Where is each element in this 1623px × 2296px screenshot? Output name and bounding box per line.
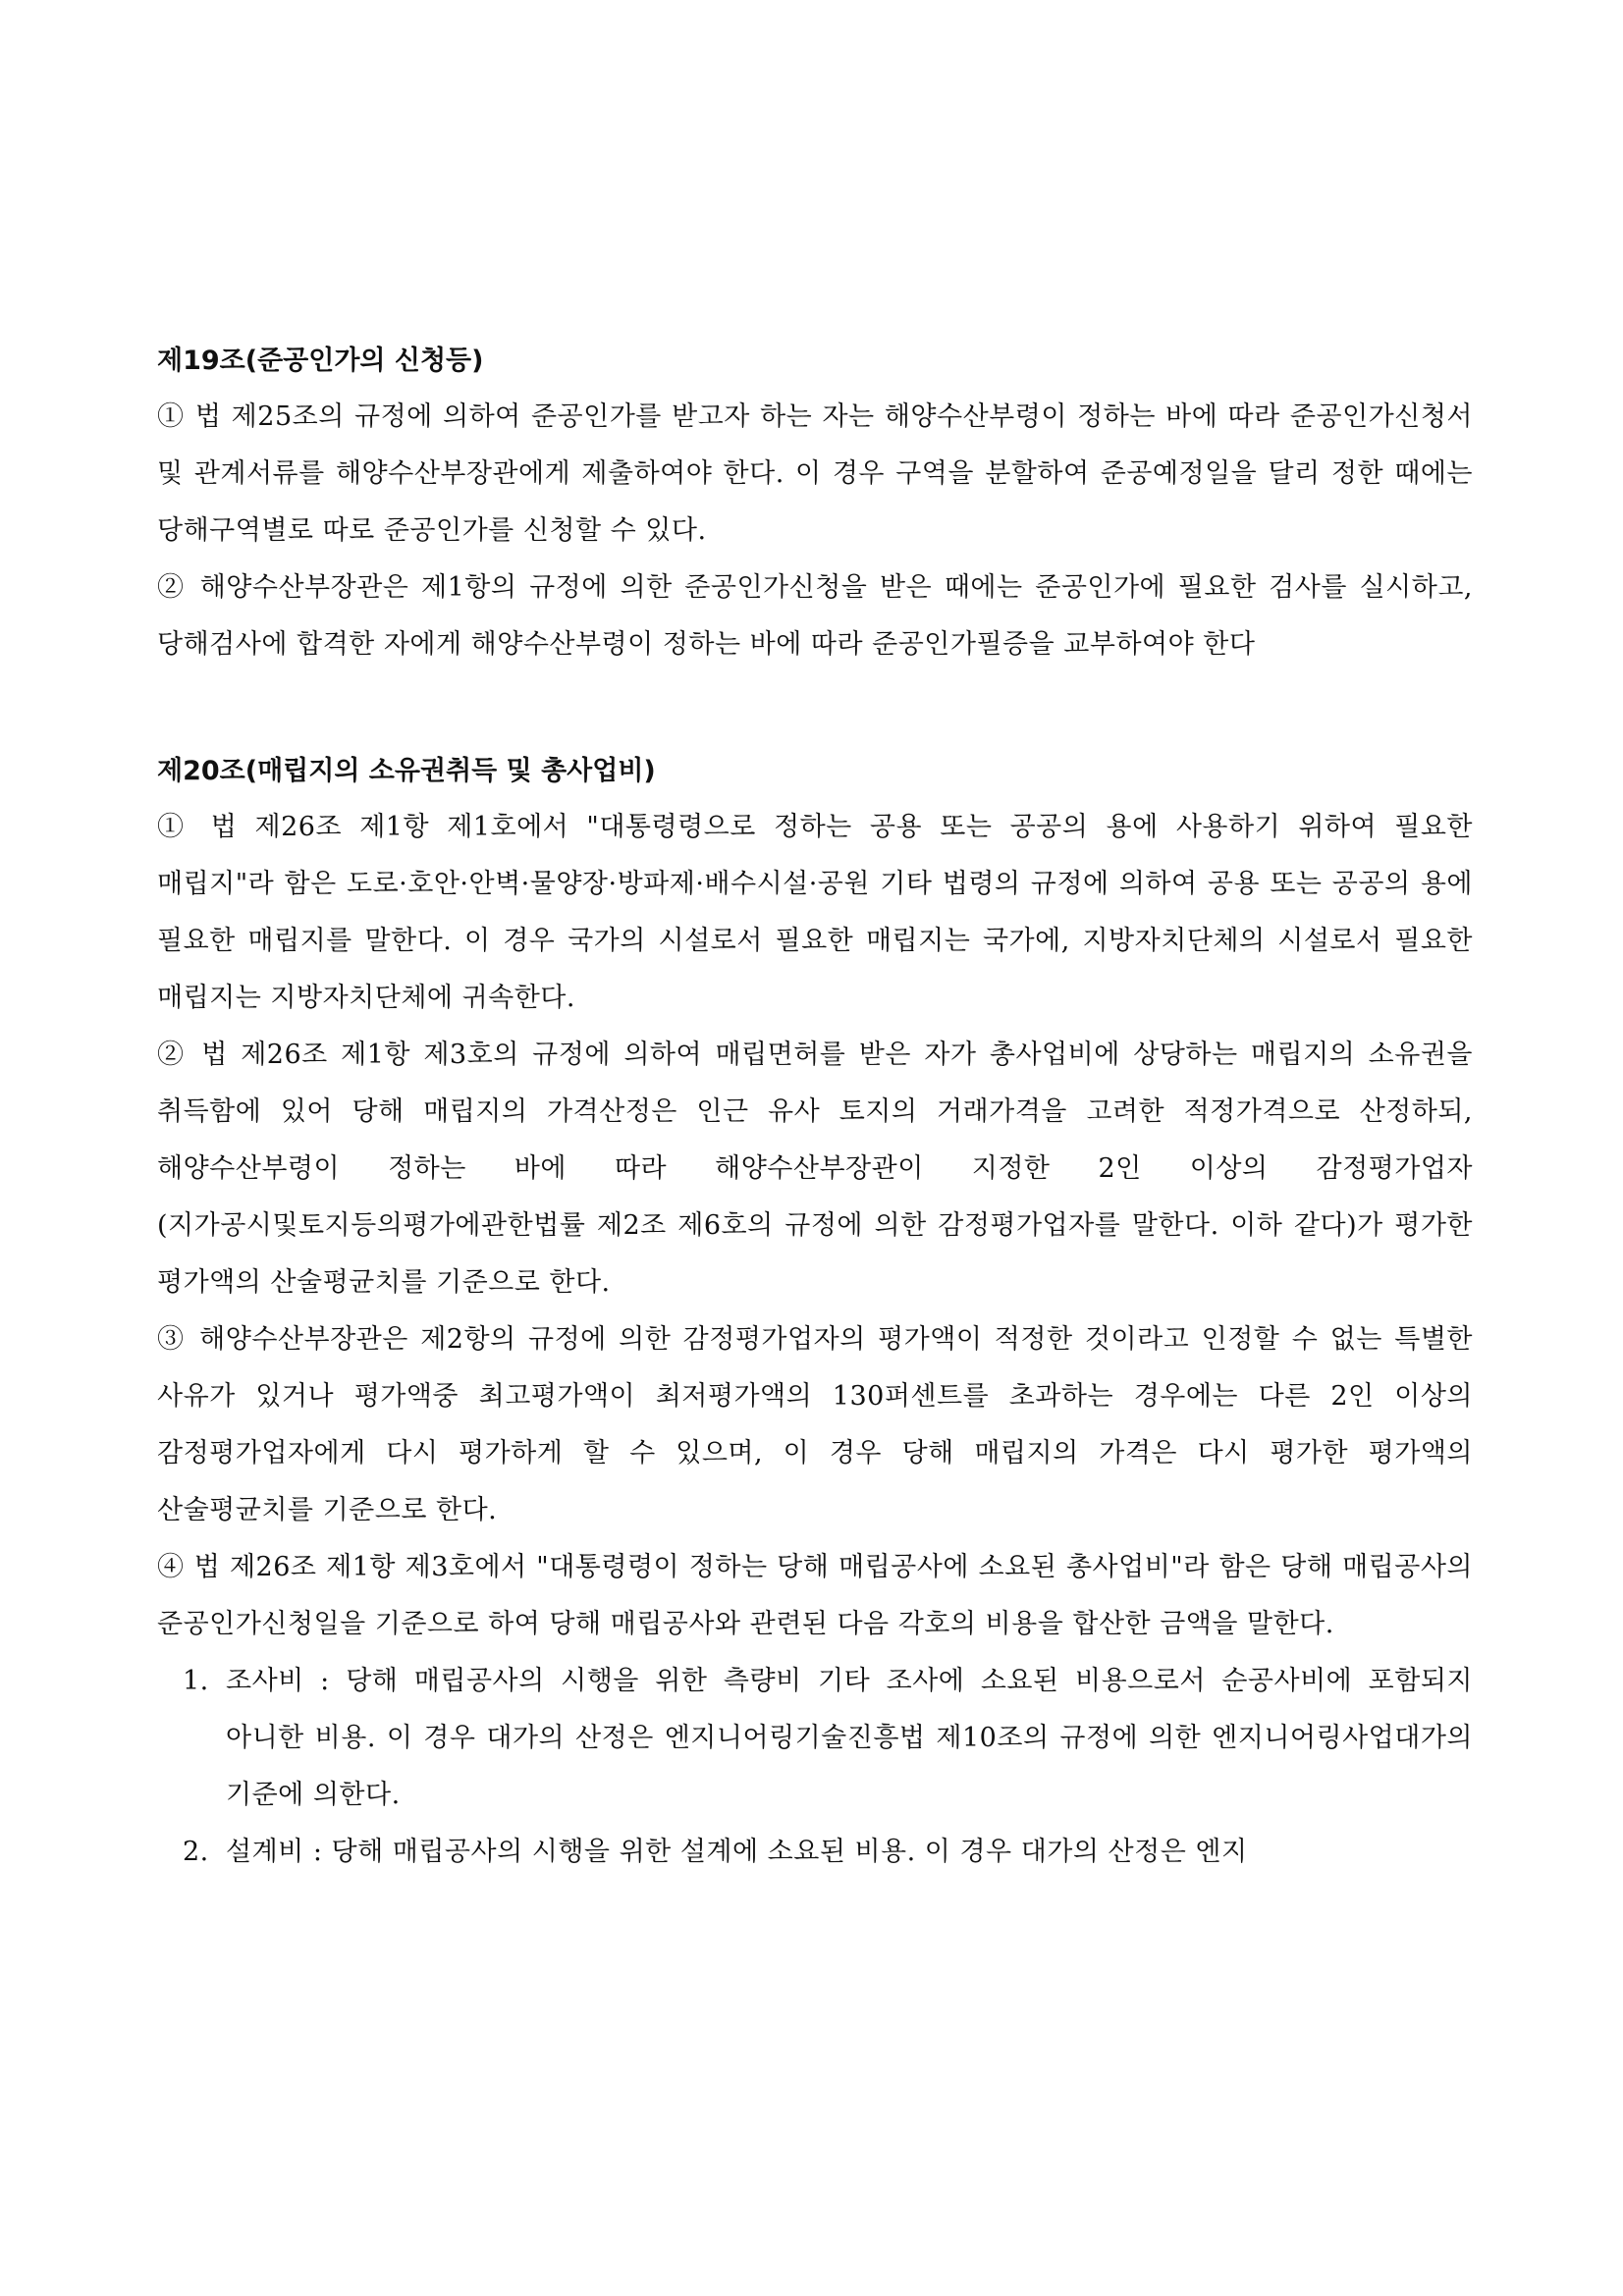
list-item <box>157 1824 1473 1881</box>
article-paragraph: ① 법 제26조 제1항 제1호에서 "대통령령으로 정하는 공용 또는 공공의 용에 사용하기 위하여 필요한 매립지"라 함은 도로·호안·안벽·물양장·방파제·배수시설·공원 기타 법령의 규정에 의하여 공용 또는 공공의 용에 필요한 매립지를 말한다. 이 경우 국가의 시설로서 필요한 매립지는 국가에, 지방자치단체의 시설로서 필요한 매립지는 지방자치단체에 귀속한다. <box>157 812 1473 1013</box>
list-item <box>157 1653 1473 1824</box>
article-heading: 제20조(매립지의 소유권취득 및 총사업비) <box>157 756 656 786</box>
article-paragraph: ① 법 제25조의 규정에 의하여 준공인가를 받고자 하는 자는 해양수산부령이 정하는 바에 따라 준공인가신청서 및 관계서류를 해양수산부장관에게 제출하여야 한다. 이 경우 구역을 분할하여 준공예정일을 달리 정한 때에는 당해구역별로 따로 준공인가를 신청할 수 있다. <box>157 401 1473 546</box>
list-item-number: 2. <box>183 1837 209 1867</box>
numbered-list <box>157 1653 1473 1881</box>
article-heading: 제19조(준공인가의 신청등) <box>157 346 484 376</box>
document-page <box>157 334 1473 1881</box>
article-19 <box>157 334 1473 673</box>
list-item-text: 설계비 : 당해 매립공사의 시행을 위한 설계에 소요된 비용. 이 경우 대가의 산정은 엔지 <box>226 1837 1248 1867</box>
article-paragraph: ④ 법 제26조 제1항 제3호에서 "대통령령이 정하는 당해 매립공사에 소요된 총사업비"라 함은 당해 매립공사의 준공인가신청일을 기준으로 하여 당해 매립공사와 관련된 다음 각호의 비용을 합산한 금액을 말한다. <box>157 1552 1473 1639</box>
article-20 <box>157 744 1473 1881</box>
list-item-number: 1. <box>183 1666 209 1696</box>
article-paragraph: ② 해양수산부장관은 제1항의 규정에 의한 준공인가신청을 받은 때에는 준공인가에 필요한 검사를 실시하고, 당해검사에 합격한 자에게 해양수산부령이 정하는 바에 따라 준공인가필증을 교부하여야 한다 <box>157 572 1473 660</box>
article-paragraph: ② 법 제26조 제1항 제3호의 규정에 의하여 매립면허를 받은 자가 총사업비에 상당하는 매립지의 소유권을 취득함에 있어 당해 매립지의 가격산정은 인근 유사 토지의 거래가격을 고려한 적정가격으로 산정하되, 해양수산부령이 정하는 바에 따라 해양수산부장관이 지정한 2인 이상의 감정평가업자(지가공시및토지등의평가에관한법률 제2조 제6호의 규정에 의한 감정평가업자를 말한다. 이하 같다)가 평가한 평가액의 산술평균치를 기준으로 한다. <box>157 1040 1473 1298</box>
article-paragraph: ③ 해양수산부장관은 제2항의 규정에 의한 감정평가업자의 평가액이 적정한 것이라고 인정할 수 없는 특별한 사유가 있거나 평가액중 최고평가액이 최저평가액의 130퍼센트를 초과하는 경우에는 다른 2인 이상의 감정평가업자에게 다시 평가하게 할 수 있으며, 이 경우 당해 매립지의 가격은 다시 평가한 평가액의 산술평균치를 기준으로 한다. <box>157 1324 1473 1525</box>
list-item-text: 조사비 : 당해 매립공사의 시행을 위한 측량비 기타 조사에 소요된 비용으로서 순공사비에 포함되지 아니한 비용. 이 경우 대가의 산정은 엔지니어링기술진흥법 제10조의 규정에 의한 엔지니어링사업대가의 기준에 의한다. <box>226 1666 1473 1810</box>
